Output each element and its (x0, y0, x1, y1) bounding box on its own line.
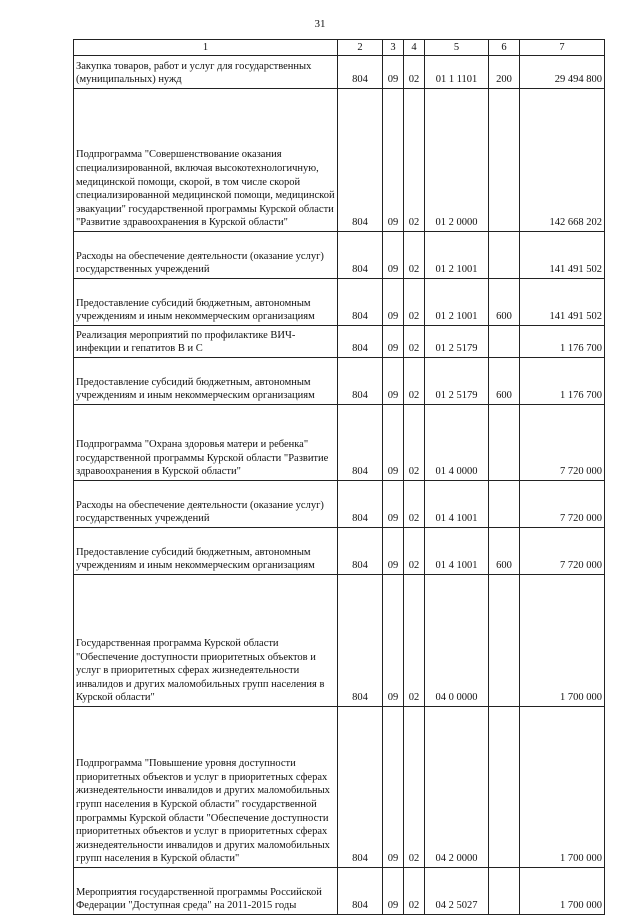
row-ministry-code: 804 (338, 405, 383, 481)
row-expense-type (489, 868, 520, 915)
row-description: Предоставление субсидий бюджетным, автономным учреждениям и иным некоммерческим организациям (74, 528, 338, 575)
table-row (74, 868, 605, 915)
row-ministry-code: 804 (338, 326, 383, 358)
table-row (74, 56, 605, 89)
row-ministry-code: 804 (338, 575, 383, 707)
row-section-code: 09 (383, 279, 404, 326)
row-amount: 141 491 502 (520, 279, 605, 326)
row-amount: 7 720 000 (520, 405, 605, 481)
row-expense-type (489, 575, 520, 707)
row-description: Закупка товаров, работ и услуг для государственных (муниципальных) нужд (74, 56, 338, 89)
row-section-code: 09 (383, 232, 404, 279)
table-row (74, 528, 605, 575)
page-number: 31 (314, 18, 326, 30)
table-row (74, 358, 605, 405)
row-expense-type: 600 (489, 279, 520, 326)
row-section-code: 09 (383, 358, 404, 405)
row-section-code: 09 (383, 56, 404, 89)
row-target-article: 01 4 0000 (425, 405, 489, 481)
row-subsection-code: 02 (404, 358, 425, 405)
row-ministry-code: 804 (338, 358, 383, 405)
row-ministry-code: 804 (338, 528, 383, 575)
row-expense-type (489, 326, 520, 358)
column-header: 3 (383, 40, 404, 56)
row-section-code: 09 (383, 326, 404, 358)
row-amount: 141 491 502 (520, 232, 605, 279)
table-row (74, 481, 605, 528)
row-ministry-code: 804 (338, 279, 383, 326)
row-target-article: 01 2 5179 (425, 326, 489, 358)
table-row (74, 232, 605, 279)
row-section-code: 09 (383, 89, 404, 232)
row-amount: 142 668 202 (520, 89, 605, 232)
budget-table (73, 39, 605, 915)
column-header: 2 (338, 40, 383, 56)
row-description: Расходы на обеспечение деятельности (оказание услуг) государственных учреждений (74, 232, 338, 279)
row-subsection-code: 02 (404, 89, 425, 232)
row-amount: 1 700 000 (520, 575, 605, 707)
row-amount: 1 700 000 (520, 707, 605, 868)
row-description: Мероприятия государственной программы Российской Федерации "Доступная среда" на 2011-2015 годы (74, 868, 338, 915)
row-section-code: 09 (383, 481, 404, 528)
row-subsection-code: 02 (404, 326, 425, 358)
row-subsection-code: 02 (404, 232, 425, 279)
row-target-article: 01 2 0000 (425, 89, 489, 232)
row-target-article: 01 2 5179 (425, 358, 489, 405)
row-section-code: 09 (383, 405, 404, 481)
row-ministry-code: 804 (338, 707, 383, 868)
row-target-article: 01 4 1001 (425, 481, 489, 528)
row-amount: 29 494 800 (520, 56, 605, 89)
row-amount: 1 700 000 (520, 868, 605, 915)
row-expense-type: 600 (489, 358, 520, 405)
table-row (74, 575, 605, 707)
row-ministry-code: 804 (338, 868, 383, 915)
row-description: Подпрограмма "Повышение уровня доступности приоритетных объектов и услуг в приоритетных сферах жизнедеятельности инвалидов и других маломобильных групп населения в Курской области" государственной программы Курской области "Обеспечение доступности приоритетных объектов и услуг в приоритетных сферах жизнедеятельности инвалидов и других маломобильных групп населения в Курской области" (74, 707, 338, 868)
row-amount: 1 176 700 (520, 326, 605, 358)
table-row (74, 707, 605, 868)
row-target-article: 04 0 0000 (425, 575, 489, 707)
table-header-row (74, 40, 605, 56)
row-subsection-code: 02 (404, 868, 425, 915)
row-ministry-code: 804 (338, 481, 383, 528)
row-amount: 1 176 700 (520, 358, 605, 405)
row-amount: 7 720 000 (520, 481, 605, 528)
row-target-article: 01 4 1001 (425, 528, 489, 575)
row-section-code: 09 (383, 707, 404, 868)
row-expense-type (489, 232, 520, 279)
row-amount: 7 720 000 (520, 528, 605, 575)
row-section-code: 09 (383, 575, 404, 707)
row-subsection-code: 02 (404, 575, 425, 707)
row-description: Подпрограмма "Охрана здоровья матери и ребенка" государственной программы Курской области "Развитие здравоохранения в Курской области" (74, 405, 338, 481)
row-description: Предоставление субсидий бюджетным, автономным учреждениям и иным некоммерческим организациям (74, 358, 338, 405)
table-row (74, 405, 605, 481)
row-target-article: 04 2 5027 (425, 868, 489, 915)
row-target-article: 01 2 1001 (425, 279, 489, 326)
row-section-code: 09 (383, 528, 404, 575)
column-header: 4 (404, 40, 425, 56)
row-target-article: 04 2 0000 (425, 707, 489, 868)
column-header: 1 (74, 40, 338, 56)
row-ministry-code: 804 (338, 232, 383, 279)
row-description: Предоставление субсидий бюджетным, автономным учреждениям и иным некоммерческим организациям (74, 279, 338, 326)
table-row (74, 279, 605, 326)
column-header: 5 (425, 40, 489, 56)
row-description: Государственная программа Курской области "Обеспечение доступности приоритетных объектов и услуг в приоритетных сферах жизнедеятельности инвалидов и других маломобильных групп населения в Курской области" (74, 575, 338, 707)
row-ministry-code: 804 (338, 89, 383, 232)
row-subsection-code: 02 (404, 481, 425, 528)
row-ministry-code: 804 (338, 56, 383, 89)
row-subsection-code: 02 (404, 405, 425, 481)
row-target-article: 01 2 1001 (425, 232, 489, 279)
row-description: Расходы на обеспечение деятельности (оказание услуг) государственных учреждений (74, 481, 338, 528)
row-section-code: 09 (383, 868, 404, 915)
row-subsection-code: 02 (404, 279, 425, 326)
column-header: 7 (520, 40, 605, 56)
row-subsection-code: 02 (404, 707, 425, 868)
row-expense-type (489, 405, 520, 481)
row-expense-type (489, 707, 520, 868)
row-description: Подпрограмма "Совершенствование оказания специализированной, включая высокотехнологичную, медицинской помощи, скорой, в том числе скорой специализированной медицинской помощи, медицинской эвакуации" государственной программы Курской области "Развитие здравоохранения в Курской области" (74, 89, 338, 232)
row-expense-type (489, 481, 520, 528)
row-expense-type: 600 (489, 528, 520, 575)
row-description: Реализация мероприятий по профилактике ВИЧ-инфекции и гепатитов В и С (74, 326, 338, 358)
column-header: 6 (489, 40, 520, 56)
row-expense-type: 200 (489, 56, 520, 89)
table-row (74, 326, 605, 358)
row-expense-type (489, 89, 520, 232)
row-subsection-code: 02 (404, 56, 425, 89)
table-row (74, 89, 605, 232)
row-subsection-code: 02 (404, 528, 425, 575)
row-target-article: 01 1 1101 (425, 56, 489, 89)
